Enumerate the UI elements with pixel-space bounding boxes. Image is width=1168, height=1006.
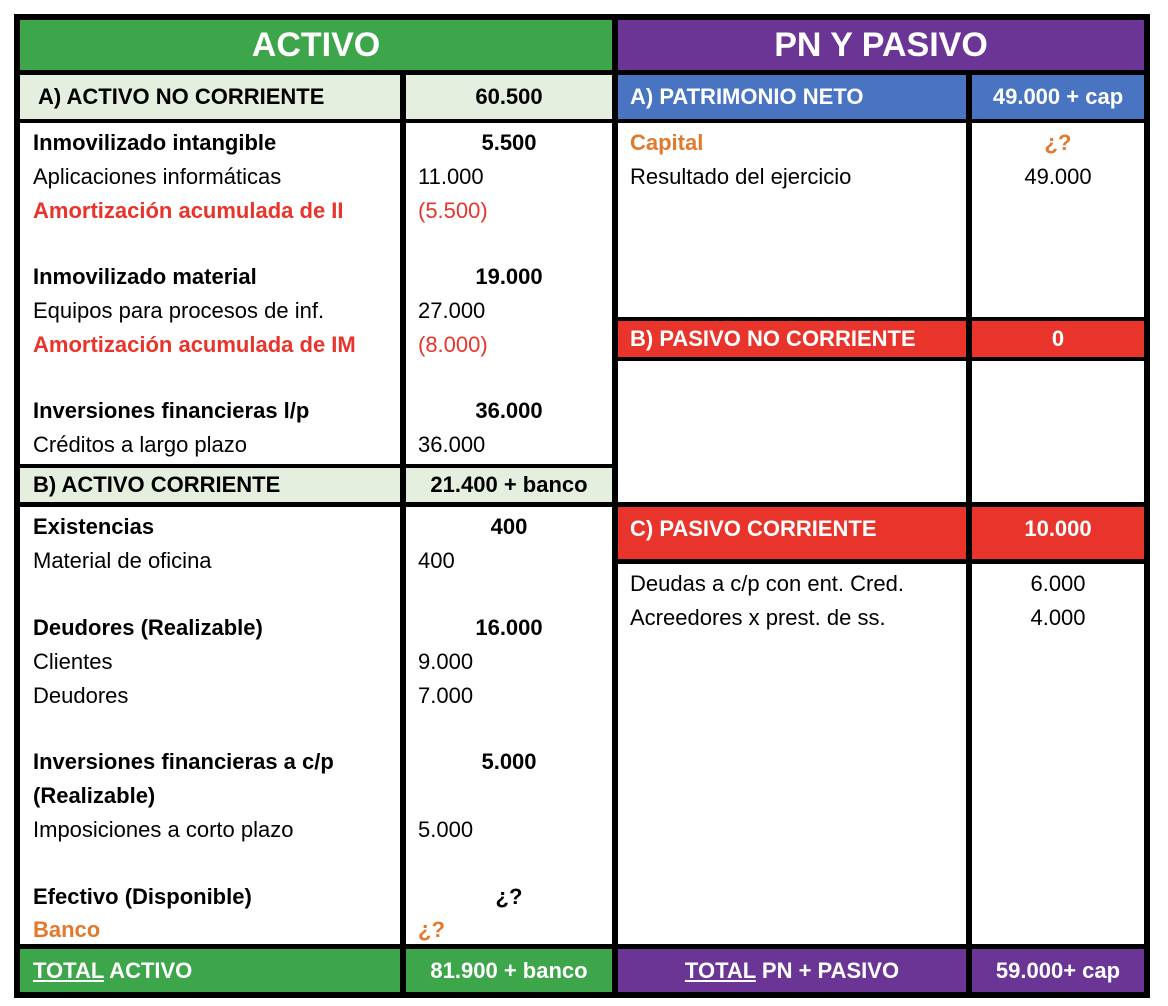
total-activo-label-underlined: TOTAL (33, 958, 104, 983)
anc-group-2-value-2: (8.000) (418, 332, 488, 357)
pn-label-cell (618, 75, 966, 119)
balance-sheet (14, 14, 1150, 998)
pnc-total: 0 (1051, 326, 1065, 351)
anc-group-2-value-1: 27.000 (418, 298, 486, 323)
ac-group-3-item-1: Imposiciones a corto plazo (33, 817, 294, 842)
activo-header (20, 20, 612, 70)
pc-value-2: 4.000 (1030, 605, 1086, 630)
ac-total-cell (406, 468, 612, 502)
total-pasivo-value-cell (972, 949, 1144, 992)
anc-group-1-value-2: (5.500) (418, 198, 488, 223)
pc-total: 10.000 (1024, 516, 1092, 541)
anc-group-1-item-2: Amortización acumulada de II (33, 198, 344, 223)
anc-label-cell (20, 75, 400, 119)
ac-group-4-title: Efectivo (Disponible) (33, 884, 252, 909)
total-activo-value-cell (406, 949, 612, 992)
anc-group-2-total: 19.000 (475, 264, 543, 289)
anc-total-cell (406, 75, 612, 119)
anc-group-2-item-2: Amortización acumulada de IM (33, 332, 356, 357)
anc-group-1-total: 5.500 (481, 130, 537, 155)
ac-group-2-title: Deudores (Realizable) (33, 615, 263, 640)
total-activo-label-cell (20, 949, 400, 992)
anc-group-2-title: Inmovilizado material (33, 264, 257, 289)
ac-group-2-value-2: 7.000 (418, 683, 474, 708)
pn-label: A) PATRIMONIO NETO (630, 84, 864, 109)
ac-group-2-item-1: Clientes (33, 649, 113, 674)
anc-group-1-value-1: 11.000 (418, 164, 484, 189)
anc-group-3-item-1: Créditos a largo plazo (33, 432, 248, 457)
ac-label-cell (20, 468, 400, 502)
ac-group-3-value-1: 5.000 (418, 817, 474, 842)
pc-item-2: Acreedores x prest. de ss. (630, 605, 886, 630)
pn-content-left (618, 123, 966, 317)
total-pasivo-value: 59.000+ cap (995, 958, 1121, 983)
pc-total-cell (972, 507, 1144, 559)
ac-content-left (20, 507, 400, 944)
pc-item-1: Deudas a c/p con ent. Cred. (630, 571, 904, 596)
total-pasivo-label-underlined: TOTAL (684, 958, 756, 983)
ac-content-right (406, 507, 612, 944)
ac-group-2-total: 16.000 (475, 615, 543, 640)
anc-label: A) ACTIVO NO CORRIENTE (38, 84, 325, 109)
total-activo-label (33, 949, 192, 992)
activo-header-text: ACTIVO (251, 26, 381, 64)
ac-group-4-total: ¿? (495, 884, 523, 909)
anc-group-3-title: Inversiones financieras l/p (33, 398, 310, 423)
pn-item-2: Resultado del ejercicio (630, 164, 852, 189)
ac-group-3-title: Inversiones financieras a c/p (33, 749, 334, 774)
ac-group-1-title: Existencias (33, 514, 155, 539)
anc-group-2-item-1: Equipos para procesos de inf. (33, 298, 325, 323)
ac-group-4-value-1: ¿? (418, 917, 445, 942)
pnc-total-cell (972, 321, 1144, 357)
total-pasivo-label (618, 949, 966, 992)
pn-value-2: 49.000 (1024, 164, 1092, 189)
pnc-label-cell (618, 321, 966, 357)
ac-total: 21.400 + banco (430, 472, 588, 497)
pc-content-right (972, 564, 1144, 944)
pc-label: C) PASIVO CORRIENTE (630, 516, 877, 541)
pn-item-1: Capital (630, 130, 704, 155)
ac-group-3-title-2: (Realizable) (33, 783, 156, 808)
anc-group-1-item-1: Aplicaciones informáticas (33, 164, 282, 189)
pc-value-1: 6.000 (1030, 571, 1086, 596)
ac-group-1-value-1: 400 (418, 548, 455, 573)
pc-content-left (618, 564, 966, 944)
total-pasivo-label-rest: PN + PASIVO (755, 958, 900, 983)
anc-group-3-total: 36.000 (475, 398, 543, 423)
ac-group-1-total: 400 (490, 514, 528, 539)
pn-total-cell (972, 75, 1144, 119)
anc-group-1-title: Inmovilizado intangible (33, 130, 277, 155)
pn-pasivo-header (618, 20, 1144, 70)
anc-content-left (20, 123, 400, 464)
total-activo-label-rest: ACTIVO (103, 958, 193, 983)
ac-group-3-total: 5.000 (481, 749, 537, 774)
pn-total: 49.000 + cap (992, 84, 1124, 109)
anc-total: 60.500 (475, 84, 543, 109)
ac-label: B) ACTIVO CORRIENTE (33, 472, 281, 497)
pn-content-right (972, 123, 1144, 317)
pn-value-1: ¿? (1044, 130, 1072, 155)
total-activo-value: 81.900 + banco (430, 958, 588, 983)
ac-group-2-value-1: 9.000 (418, 649, 474, 674)
pn-pasivo-header-text: PN Y PASIVO (774, 26, 988, 64)
ac-group-4-item-1: Banco (33, 917, 101, 942)
anc-content-right (406, 123, 612, 464)
ac-group-2-item-2: Deudores (33, 683, 129, 708)
pc-label-cell (618, 507, 966, 559)
ac-group-1-item-1: Material de oficina (33, 548, 212, 573)
anc-group-3-value-1: 36.000 (418, 432, 486, 457)
pnc-content-right (972, 361, 1144, 502)
pnc-content-left (618, 361, 966, 502)
total-pasivo-label-cell (618, 949, 966, 992)
pnc-label: B) PASIVO NO CORRIENTE (630, 326, 916, 351)
